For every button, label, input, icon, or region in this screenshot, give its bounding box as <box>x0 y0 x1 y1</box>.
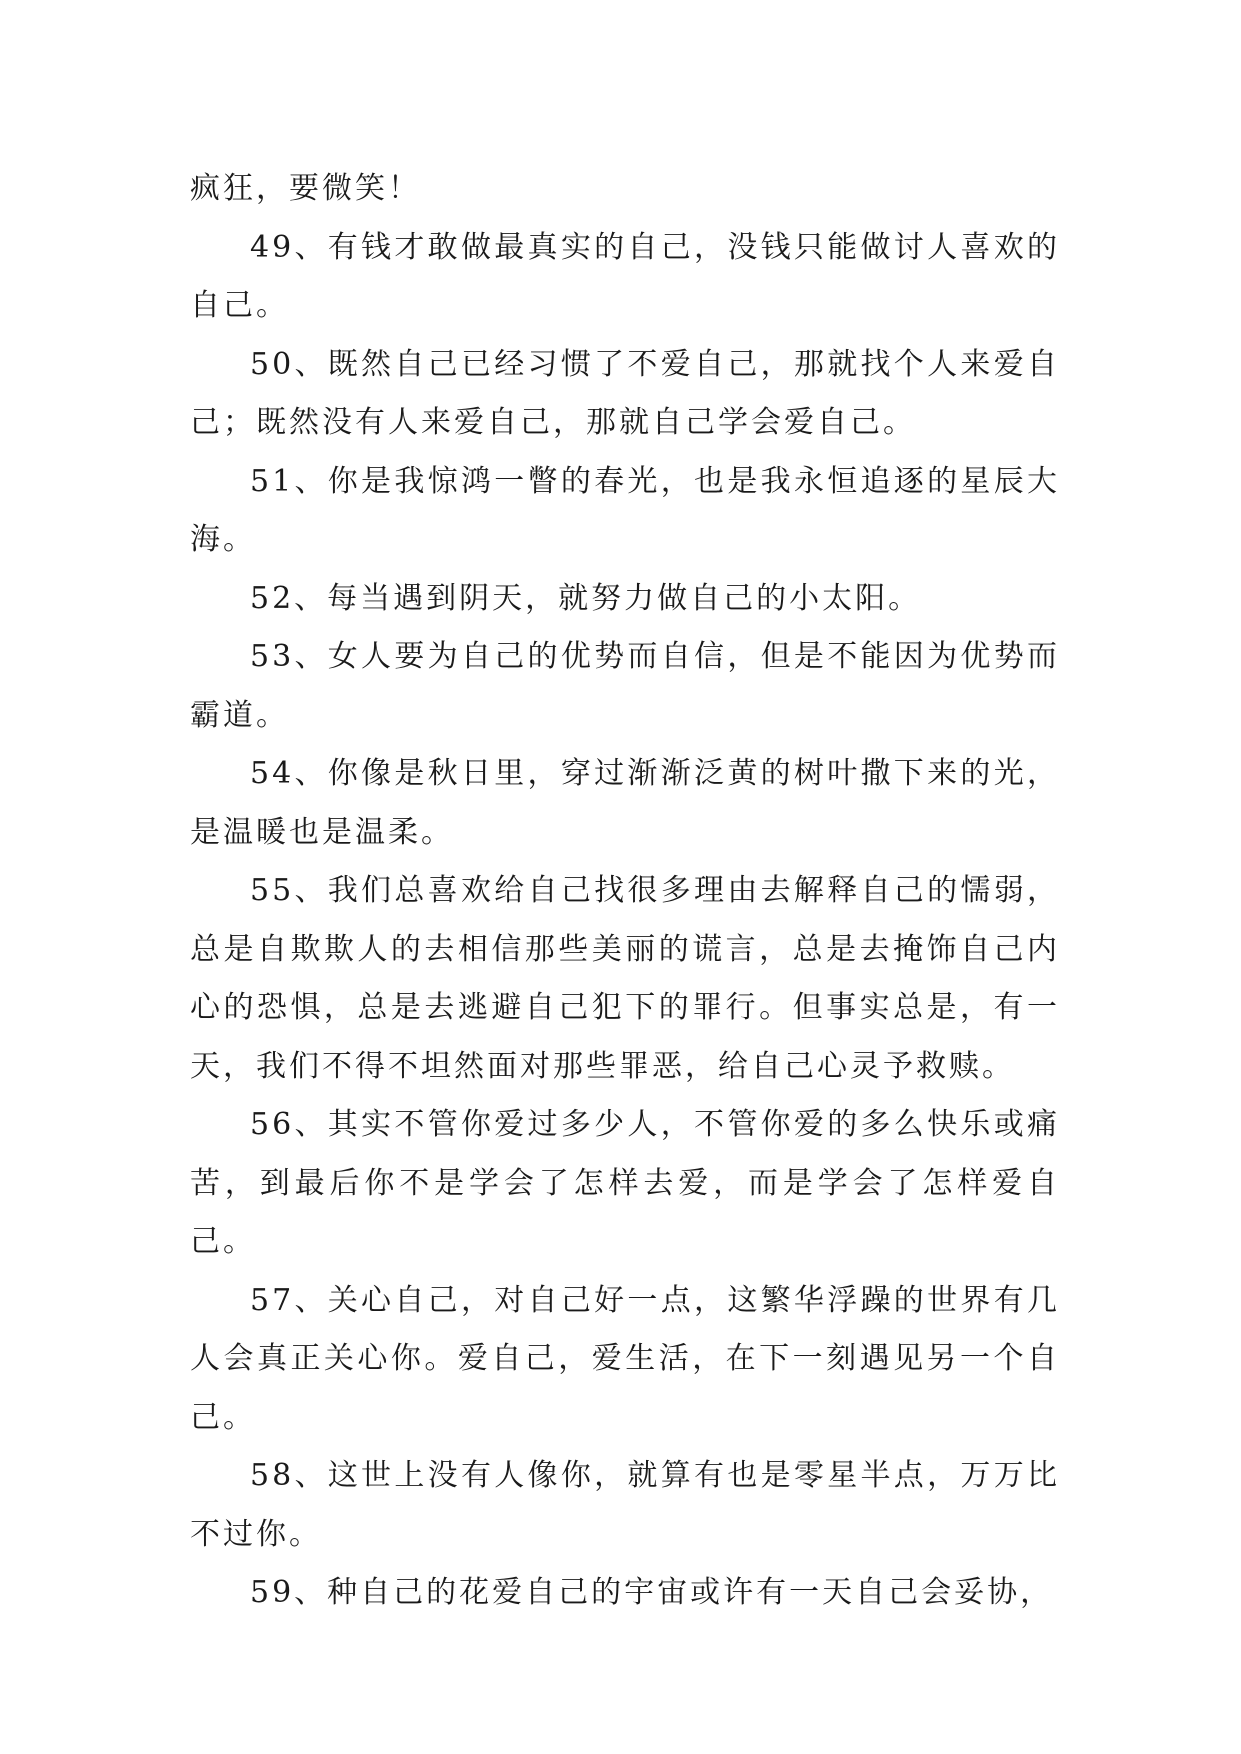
paragraph-59: 59、种自己的花爱自己的宇宙或许有一天自己会妥协， <box>250 1575 1054 1610</box>
document-body <box>190 160 1060 1623</box>
paragraph-continuation: 疯狂，要微笑！ <box>190 171 421 206</box>
paragraph-58: 58、这世上没有人像你，就算有也是零星半点，万万比不过你。 <box>190 1458 1060 1552</box>
paragraph-55: 55、我们总喜欢给自己找很多理由去解释自己的懦弱，总是自欺欺人的去相信那些美丽的谎言，总是去掩饰自己内心的恐惧，总是去逃避自己犯下的罪行。但事实总是，有一天，我们不得不坦然面对那些罪恶，给自己心灵予救赎。 <box>190 873 1060 1084</box>
paragraph-52: 52、每当遇到阴天，就努力做自己的小太阳。 <box>250 580 922 616</box>
paragraph-50: 50、既然自己已经习惯了不爱自己，那就找个人来爱自己；既然没有人来爱自己，那就自己学会爱自己。 <box>190 346 1060 440</box>
paragraph-51: 51、你是我惊鸿一瞥的春光，也是我永恒追逐的星辰大海。 <box>190 463 1060 557</box>
paragraph-49: 49、有钱才敢做最真实的自己，没钱只能做讨人喜欢的自己。 <box>190 229 1060 323</box>
paragraph-56: 56、其实不管你爱过多少人，不管你爱的多么快乐或痛苦，到最后你不是学会了怎样去爱，而是学会了怎样爱自己。 <box>190 1107 1060 1259</box>
paragraph-57: 57、关心自己，对自己好一点，这繁华浮躁的世界有几人会真正关心你。爱自己，爱生活，在下一刻遇见另一个自己。 <box>190 1282 1060 1435</box>
paragraph-54: 54、你像是秋日里，穿过渐渐泛黄的树叶撒下来的光，是温暖也是温柔。 <box>190 756 1060 850</box>
paragraph-53: 53、女人要为自己的优势而自信，但是不能因为优势而霸道。 <box>190 639 1060 733</box>
